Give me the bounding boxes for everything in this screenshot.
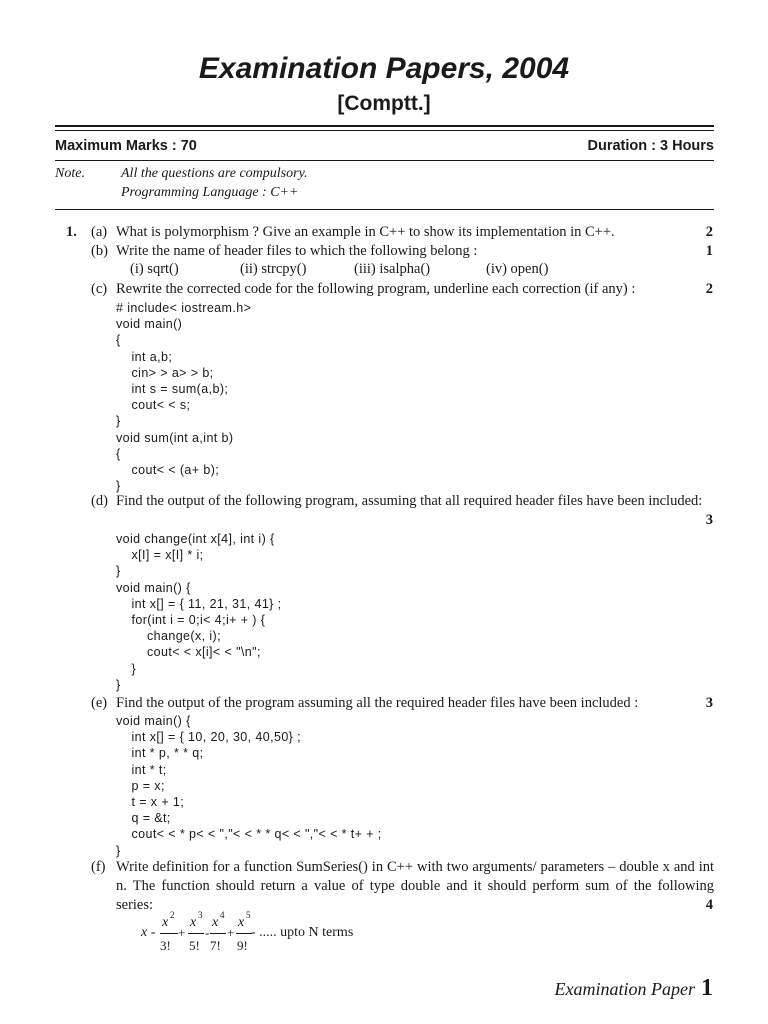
part-e-code	[116, 713, 382, 859]
series-op-3: +	[227, 925, 235, 940]
series-x: x -	[141, 925, 156, 940]
part-c-code	[116, 300, 251, 494]
code-line: void main() {	[116, 580, 191, 595]
code-line: cout< < * p< < ","< < * * q< < ","< < * t+ + ;	[116, 827, 382, 842]
series-num-4: x	[238, 915, 245, 930]
note-line-1: All the questions are compulsory.	[121, 166, 308, 181]
code-line: change(x, i);	[116, 629, 221, 644]
code-line: }	[116, 479, 121, 494]
page-number: 1	[701, 975, 713, 1001]
series-num-2: x	[190, 915, 197, 930]
note-rule	[55, 209, 714, 210]
code-line: # include< iostream.h>	[116, 301, 252, 315]
part-d-code	[116, 531, 282, 693]
part-c-label: (c)	[91, 281, 108, 297]
code-line: p = x;	[116, 778, 165, 793]
part-d-marks: 3	[705, 512, 713, 528]
code-line: q = &t;	[116, 811, 171, 826]
part-b-marks: 1	[705, 243, 713, 259]
series-exp-1: 2	[170, 910, 175, 920]
code-line: int * t;	[116, 762, 167, 777]
code-line: int a,b;	[116, 349, 173, 364]
series-op-2: -	[205, 925, 210, 940]
question-number: 1.	[66, 224, 77, 240]
series-num-1: x	[162, 915, 169, 930]
code-line: }	[116, 564, 121, 579]
code-line: }	[116, 661, 137, 676]
top-rule-thin	[55, 130, 714, 131]
part-f-line-1: Write definition for a function SumSeries() in C++ with two arguments/ parameters – double x and int	[116, 859, 714, 875]
code-line: {	[116, 333, 121, 348]
part-e-marks: 3	[705, 695, 713, 711]
page-footer	[555, 975, 713, 1002]
code-line: int * p, * * q;	[116, 746, 204, 761]
code-line: t = x + 1;	[116, 795, 185, 810]
series-tail: - ..... upto N terms	[251, 925, 354, 940]
code-line: }	[116, 677, 121, 692]
code-line: for(int i = 0;i< 4;i+ + ) {	[116, 613, 266, 628]
part-b-option: (iii) isalpha()	[354, 261, 431, 277]
part-b-option: (ii) strcpy()	[240, 261, 307, 277]
code-line: int x[] = { 10, 20, 30, 40,50} ;	[116, 730, 302, 745]
marks-row	[55, 138, 714, 154]
top-rule	[55, 125, 714, 127]
series-bar-1	[160, 933, 178, 934]
series-bar-2	[188, 933, 204, 934]
code-line: {	[116, 446, 121, 461]
series-bar-4	[236, 933, 252, 934]
code-line: }	[116, 843, 121, 858]
series-den-3: 7!	[210, 938, 221, 953]
page-title: Examination Papers, 2004	[198, 52, 570, 85]
part-b-text: Write the name of header files to which the following belong :	[116, 243, 478, 259]
series-den-4: 9!	[237, 938, 248, 953]
series-exp-3: 4	[220, 910, 225, 920]
code-line: void main()	[116, 317, 183, 332]
code-line: }	[116, 414, 121, 429]
max-marks: Maximum Marks : 70	[55, 138, 197, 154]
series-den-1: 3!	[160, 938, 171, 953]
note-line-2: Programming Language : C++	[121, 185, 299, 200]
code-line: cin> > a> > b;	[116, 365, 214, 380]
code-line: cout< < x[i]< < "\n";	[116, 645, 261, 660]
part-f-line-3: series:	[116, 897, 154, 913]
part-a-label: (a)	[91, 224, 108, 240]
series-exp-2: 3	[198, 910, 203, 920]
part-e-label: (e)	[91, 695, 108, 711]
code-line: x[I] = x[I] * i;	[116, 548, 204, 563]
part-c-text: Rewrite the corrected code for the following program, underline each correction (if any) :	[116, 281, 636, 297]
part-f-marks: 4	[705, 897, 713, 913]
code-line: void change(int x[4], int i) {	[116, 532, 275, 546]
code-line: void main() {	[116, 714, 191, 728]
part-a-text: What is polymorphism ? Give an example in C++ to show its implementation in C++.	[116, 224, 615, 240]
code-line: int s = sum(a,b);	[116, 382, 229, 397]
part-e-text: Find the output of the program assuming all the required header files have been included :	[116, 695, 639, 711]
code-line: cout< < (a+ b);	[116, 463, 220, 478]
series-exp-4: 5	[246, 910, 251, 920]
part-b-option: (i) sqrt()	[130, 261, 179, 277]
series-bar-3	[210, 933, 226, 934]
part-d-text: Find the output of the following program, assuming that all required header files have been included:	[116, 493, 703, 509]
code-line: int x[] = { 11, 21, 31, 41} ;	[116, 596, 282, 611]
part-f-label: (f)	[91, 859, 106, 875]
mid-rule	[55, 160, 714, 161]
series-op-1: +	[178, 925, 186, 940]
code-line: void sum(int a,int b)	[116, 430, 234, 445]
part-c-marks: 2	[705, 281, 713, 297]
part-b-option: (iv) open()	[486, 261, 549, 277]
part-d-label: (d)	[91, 493, 108, 509]
part-a-marks: 2	[705, 224, 713, 240]
part-b-label: (b)	[91, 243, 108, 259]
page-subtitle: [Comptt.]	[337, 92, 431, 115]
series-num-3: x	[212, 915, 219, 930]
footer-label: Examination Paper	[554, 979, 695, 999]
series-den-2: 5!	[189, 938, 200, 953]
code-line: cout< < s;	[116, 398, 191, 413]
note-label: Note.	[55, 166, 85, 181]
duration: Duration : 3 Hours	[587, 138, 714, 154]
part-f-line-2: n. The function should return a value of type double and it should perform sum of the following	[116, 878, 714, 894]
